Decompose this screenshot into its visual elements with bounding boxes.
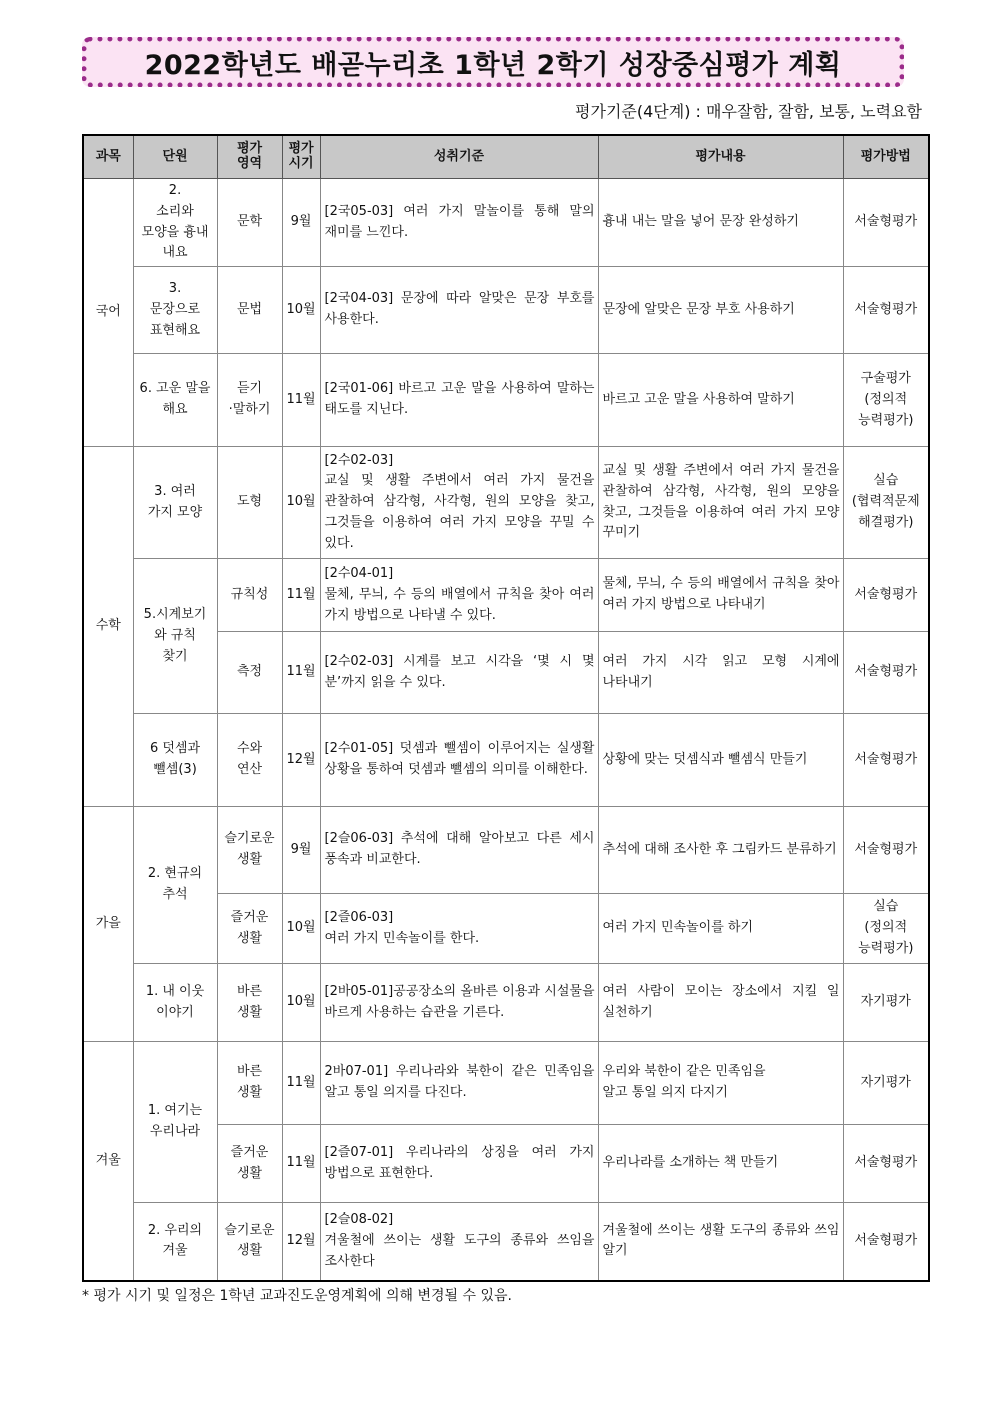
content-cell: 물체, 무늬, 수 등의 배열에서 규칙을 찾아 여러 가지 방법으로 나타내기 (598, 559, 843, 632)
standard-cell: [2즐07-01] 우리나라의 상징을 여러 가지 방법으로 표현한다. (320, 1125, 598, 1203)
method-cell: 자기평가 (843, 1042, 929, 1125)
table-row (83, 354, 929, 447)
method-cell: 서술형평가 (843, 1203, 929, 1281)
standard-cell: [2국05-03] 여러 가지 말놀이를 통해 말의 재미를 느낀다. (320, 179, 598, 267)
area-cell: 규칙성 (217, 559, 282, 632)
table-row (83, 964, 929, 1042)
time-cell: 11월 (282, 1125, 320, 1203)
header-standard: 성취기준 (320, 135, 598, 179)
content-cell: 우리나라를 소개하는 책 만들기 (598, 1125, 843, 1203)
standard-cell: [2바05-01]공공장소의 올바른 이용과 시설물을 바르게 사용하는 습관을 기른다. (320, 964, 598, 1042)
method-cell: 서술형평가 (843, 1125, 929, 1203)
subject-cell: 겨울 (83, 1042, 133, 1281)
method-cell: 서술형평가 (843, 632, 929, 714)
time-cell: 11월 (282, 354, 320, 447)
area-cell: 즐거운 생활 (217, 1125, 282, 1203)
subject-cell: 국어 (83, 179, 133, 447)
area-cell: 바른 생활 (217, 964, 282, 1042)
area-cell: 측정 (217, 632, 282, 714)
area-cell: 듣기 ·말하기 (217, 354, 282, 447)
method-cell: 실습 (협력적문제 해결평가) (843, 447, 929, 559)
table-header-row (83, 135, 929, 179)
time-cell: 11월 (282, 559, 320, 632)
time-cell: 10월 (282, 447, 320, 559)
standard-cell: [2국04-03] 문장에 따라 알맞은 문장 부호를 사용한다. (320, 267, 598, 354)
area-cell: 도형 (217, 447, 282, 559)
standard-cell: [2수01-05] 덧셈과 뺄셈이 이루어지는 실생활 상황을 통하여 덧셈과 뺄셈의 의미를 이해한다. (320, 714, 598, 807)
area-cell: 슬기로운 생활 (217, 807, 282, 894)
standard-cell: [2국01-06] 바르고 고운 말을 사용하여 말하는 태도를 지닌다. (320, 354, 598, 447)
content-cell: 우리와 북한이 같은 민족임을 알고 통일 의지 다지기 (598, 1042, 843, 1125)
unit-cell: 6. 고운 말을 해요 (133, 354, 217, 447)
table-row (83, 1203, 929, 1281)
page-title: 2022학년도 배곧누리초 1학년 2학기 성장중심평가 계획 (144, 49, 842, 81)
unit-cell: 6 덧셈과 뺄셈(3) (133, 714, 217, 807)
area-cell: 문법 (217, 267, 282, 354)
standard-cell: 2바07-01] 우리나라와 북한이 같은 민족임을 알고 통일 의지를 다진다. (320, 1042, 598, 1125)
method-cell: 실습 (정의적 능력평가) (843, 894, 929, 964)
standard-cell: [2수04-01] 물체, 무늬, 수 등의 배열에서 규칙을 찾아 여러 가지 방법으로 나타낼 수 있다. (320, 559, 598, 632)
content-cell: 겨울철에 쓰이는 생활 도구의 종류와 쓰임 알기 (598, 1203, 843, 1281)
unit-cell: 1. 여기는 우리나라 (133, 1042, 217, 1203)
table-row (83, 714, 929, 807)
content-cell: 상황에 맞는 덧셈식과 뺄셈식 만들기 (598, 714, 843, 807)
header-time: 평가 시기 (282, 135, 320, 179)
content-cell: 바르고 고운 말을 사용하여 말하기 (598, 354, 843, 447)
table-row (83, 559, 929, 632)
content-cell: 흉내 내는 말을 넣어 문장 완성하기 (598, 179, 843, 267)
standard-cell: [2슬08-02] 겨울철에 쓰이는 생활 도구의 종류와 쓰임을 조사한다 (320, 1203, 598, 1281)
time-cell: 11월 (282, 632, 320, 714)
header-method: 평가방법 (843, 135, 929, 179)
unit-cell: 2. 소리와 모양을 흉내 내요 (133, 179, 217, 267)
time-cell: 11월 (282, 1042, 320, 1125)
header-content: 평가내용 (598, 135, 843, 179)
content-cell: 여러 사람이 모이는 장소에서 지킬 일 실천하기 (598, 964, 843, 1042)
unit-cell: 5.시계보기 와 규칙 찾기 (133, 559, 217, 714)
method-cell: 서술형평가 (843, 714, 929, 807)
method-cell: 서술형평가 (843, 807, 929, 894)
time-cell: 10월 (282, 894, 320, 964)
standard-cell: [2즐06-03] 여러 가지 민속놀이를 한다. (320, 894, 598, 964)
unit-cell: 1. 내 이웃 이야기 (133, 964, 217, 1042)
unit-cell: 2. 우리의 겨울 (133, 1203, 217, 1281)
method-cell: 서술형평가 (843, 559, 929, 632)
unit-cell: 3. 문장으로 표현해요 (133, 267, 217, 354)
time-cell: 10월 (282, 267, 320, 354)
method-cell: 자기평가 (843, 964, 929, 1042)
unit-cell: 2. 현규의 추석 (133, 807, 217, 964)
header-unit: 단원 (133, 135, 217, 179)
header-area: 평가 영역 (217, 135, 282, 179)
table-row (83, 807, 929, 894)
time-cell: 10월 (282, 964, 320, 1042)
area-cell: 즐거운 생활 (217, 894, 282, 964)
time-cell: 9월 (282, 179, 320, 267)
area-cell: 수와 연산 (217, 714, 282, 807)
table-row (83, 179, 929, 267)
standard-cell: [2슬06-03] 추석에 대해 알아보고 다른 세시 풍속과 비교한다. (320, 807, 598, 894)
header-subject: 과목 (83, 135, 133, 179)
time-cell: 12월 (282, 714, 320, 807)
content-cell: 여러 가지 시각 읽고 모형 시계에 나타내기 (598, 632, 843, 714)
area-cell: 바른 생활 (217, 1042, 282, 1125)
footnote: * 평가 시기 및 일정은 1학년 교과진도운영계획에 의해 변경될 수 있음. (82, 1288, 513, 1304)
time-cell: 9월 (282, 807, 320, 894)
subject-cell: 수학 (83, 447, 133, 807)
page-title-box (82, 37, 904, 87)
area-cell: 문학 (217, 179, 282, 267)
method-cell: 서술형평가 (843, 179, 929, 267)
evaluation-criteria: 평가기준(4단계) : 매우잘함, 잘함, 보통, 노력요함 (575, 102, 922, 121)
subject-cell: 가을 (83, 807, 133, 1042)
evaluation-plan-table (82, 134, 930, 1282)
table-row (83, 267, 929, 354)
standard-cell: [2수02-03] 교실 및 생활 주변에서 여러 가지 물건을 관찰하여 삼각형, 사각형, 원의 모양을 찾고, 그것들을 이용하여 여러 가지 모양을 꾸밀 수 있다. (320, 447, 598, 559)
unit-cell: 3. 여러 가지 모양 (133, 447, 217, 559)
content-cell: 교실 및 생활 주변에서 여러 가지 물건을 관찰하여 삼각형, 사각형, 원의 모양을 찾고, 그것들을 이용하여 여러 가지 모양 꾸미기 (598, 447, 843, 559)
content-cell: 여러 가지 민속놀이를 하기 (598, 894, 843, 964)
standard-cell: [2수02-03] 시계를 보고 시각을 ‘몇 시 몇 분’까지 읽을 수 있다. (320, 632, 598, 714)
content-cell: 문장에 알맞은 문장 부호 사용하기 (598, 267, 843, 354)
table-row (83, 447, 929, 559)
area-cell: 슬기로운 생활 (217, 1203, 282, 1281)
table-row (83, 1042, 929, 1125)
content-cell: 추석에 대해 조사한 후 그림카드 분류하기 (598, 807, 843, 894)
time-cell: 12월 (282, 1203, 320, 1281)
method-cell: 서술형평가 (843, 267, 929, 354)
method-cell: 구술평가 (정의적 능력평가) (843, 354, 929, 447)
